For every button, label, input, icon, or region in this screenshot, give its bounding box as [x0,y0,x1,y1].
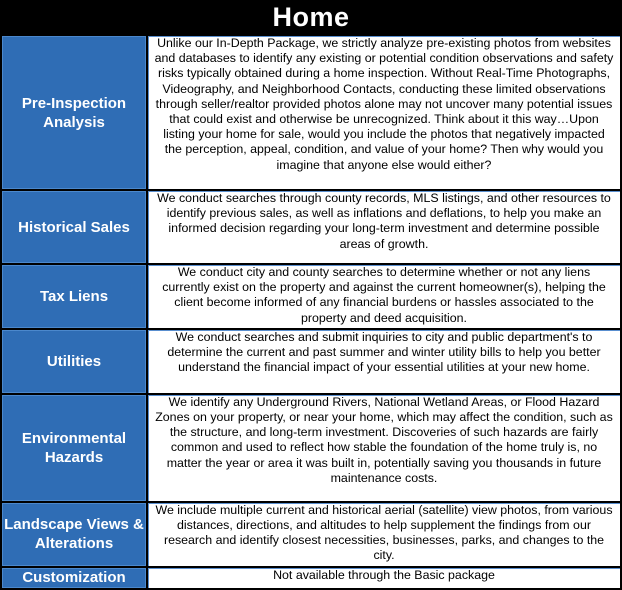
table-row [2,329,620,394]
row-text-utilities: We conduct searches and submit inquiries to city and public department's to determine the current and past summer and winter utility bills to help you better understand the financial impact of your essential utilities at your new home. [147,329,620,394]
table-row [2,394,620,502]
table-row [2,35,620,190]
row-text-environmental-hazards: We identify any Underground Rivers, National Wetland Areas, or Flood Hazard Zones on your property, or near your home, which may affect the condition, such as the structure, and long-term investment. Discoveries of such hazards are fairly common and used to reflect how stable the foundation of the home truly is, no matter the year or area it was built in, potentially saving you thousands in future maintenance costs. [147,394,620,502]
row-label-customization: Customization [2,567,147,589]
row-text-tax-liens: We conduct city and county searches to determine whether or not any liens currently exist on the property and against the current homeowner(s), helping the client become informed of any financial burdens or hassles associated to the property and deed acquisition. [147,264,620,329]
page-title: Home [272,2,350,32]
table-row [2,190,620,264]
table-row [2,502,620,567]
table-row [2,567,620,589]
row-text-historical-sales: We conduct searches through county records, MLS listings, and other resources to identify previous sales, as well as inflations and deflations, to help you make an informed decision regarding your long-term investment and determine possible areas of growth. [147,190,620,264]
table-row [2,264,620,329]
row-label-pre-inspection: Pre-Inspection Analysis [2,35,147,190]
row-text-landscape-views: We include multiple current and historical aerial (satellite) view photos, from various distances, directions, and altitudes to help supplement the findings from our research and identify closest necessities, businesses, parks, and changes to the city. [147,502,620,567]
row-label-tax-liens: Tax Liens [2,264,147,329]
row-text-pre-inspection: Unlike our In-Depth Package, we strictly analyze pre-existing photos from websites and databases to identify any existing or potential condition observations and safety risks typically obtained during a home inspection. Without Real-Time Photographs, Videography, and Neighborhood Contacts, conducting these limited observations through seller/realtor provided photos alone may not uncover many potential issues that could exist and otherwise be unrecognized. Think about it this way…Upon listing your home for sale, would you include the photos that negatively impacted the perception, appeal, condition, and value of your home? Then why would you imagine that anyone else would either? [147,35,620,190]
row-label-utilities: Utilities [2,329,147,394]
row-label-historical-sales: Historical Sales [2,190,147,264]
package-table [2,34,620,590]
row-label-environmental-hazards: Environmental Hazards [2,394,147,502]
row-text-customization: Not available through the Basic package [147,567,620,589]
row-label-landscape-views: Landscape Views & Alterations [2,502,147,567]
